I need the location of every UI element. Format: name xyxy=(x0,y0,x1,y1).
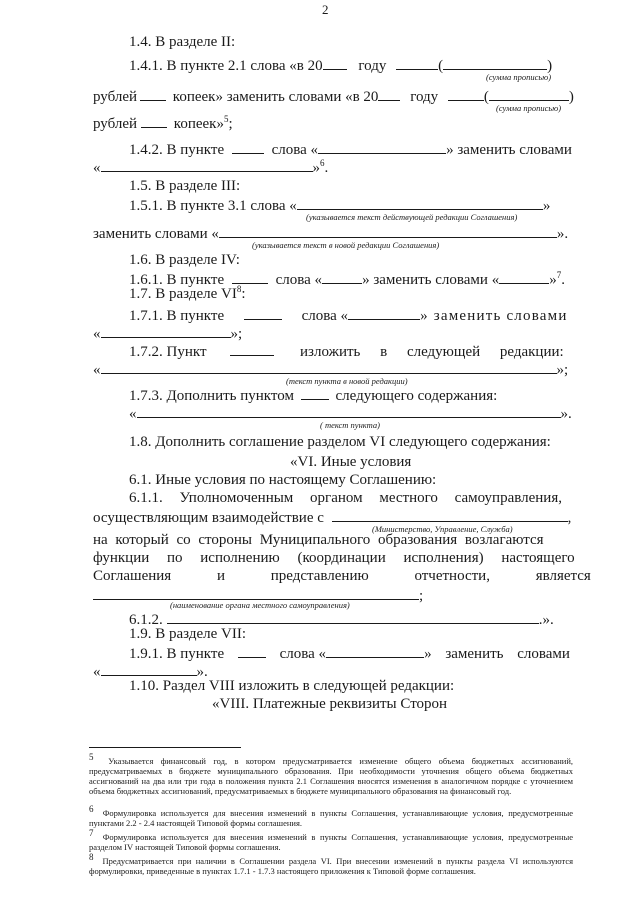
clause-1-4-1-line-3 xyxy=(93,114,233,133)
section-1-6-heading: 1.6. В разделе IV: xyxy=(129,252,240,268)
caption-clause-text: ( текст пункта) xyxy=(320,420,380,430)
text: »; xyxy=(556,362,569,378)
section-1-4-heading: 1.4. В разделе II: xyxy=(129,34,236,50)
text: » заменить словами « xyxy=(362,272,500,288)
text: « xyxy=(93,326,101,342)
text: » xyxy=(549,272,557,288)
text: ) xyxy=(568,89,574,105)
blank-field xyxy=(141,114,167,128)
footnote-number: 5 xyxy=(89,752,94,763)
blank-field xyxy=(140,87,166,101)
text: ». xyxy=(196,664,208,680)
text: ( xyxy=(438,58,444,74)
text: ( xyxy=(483,89,489,105)
caption-amount: (сумма прописью) xyxy=(496,103,562,113)
blank-field xyxy=(489,87,569,101)
text: . xyxy=(561,272,565,288)
text: слова « xyxy=(271,142,319,158)
footnote-8 xyxy=(89,852,574,876)
section-1-9-heading: 1.9. В разделе VII: xyxy=(129,626,246,642)
text: »; xyxy=(230,326,243,342)
blank-field xyxy=(323,56,347,70)
text: 1.5.1. В пункте 3.1 слова « xyxy=(129,198,297,214)
text: осуществляющим взаимодействие с xyxy=(93,510,324,526)
blank-field xyxy=(396,56,438,70)
blank-field xyxy=(499,270,549,284)
caption-current-text: (указывается текст действующей редакции Соглашения) xyxy=(306,212,518,222)
clause-1-4-2-line-2 xyxy=(93,158,328,177)
text: 1.9.1. В пункте xyxy=(129,646,225,662)
clause-6-1-1-line-4: функции по исполнению (координации исполнения) настоящего xyxy=(93,550,575,566)
blank-field xyxy=(93,586,419,600)
text: рублей xyxy=(93,116,138,132)
footnote-7 xyxy=(89,828,574,852)
clause-1-7-2-line xyxy=(129,342,564,361)
clause-6-1-1-line-5: Соглашения и представлению отчетности, является xyxy=(93,568,591,584)
blank-field xyxy=(378,87,400,101)
text: году xyxy=(358,58,387,74)
section-1-5-heading: 1.5. В разделе III: xyxy=(129,178,241,194)
caption-local-authority: (наименование органа местного самоуправления) xyxy=(170,600,350,610)
text: слова « xyxy=(279,646,327,662)
page-number: 2 xyxy=(322,2,329,17)
text: , xyxy=(567,510,572,526)
text: ; xyxy=(419,588,424,604)
footnote-ref: 6 xyxy=(320,158,325,168)
text: рублей xyxy=(93,89,138,105)
section-vi-title: «VI. Иные условия xyxy=(290,454,412,470)
text: ». xyxy=(556,226,569,242)
clause-6-1-1-line: 6.1.1. Уполномоченным органом местного самоуправления, xyxy=(129,490,562,506)
blank-field xyxy=(101,158,313,172)
blank-field xyxy=(101,360,557,374)
clause-1-7-1-line xyxy=(129,306,568,325)
blank-field xyxy=(137,404,561,418)
footnote-ref: 7 xyxy=(556,270,562,280)
footnote-separator xyxy=(89,747,241,748)
footnote-number: 7 xyxy=(89,828,94,839)
footnote-ref: 5 xyxy=(223,114,229,124)
text: 1.4.1. В пункте 2.1 слова «в 20 xyxy=(129,58,323,74)
clause-6-1: 6.1. Иные условия по настоящему Соглашению: xyxy=(129,472,437,488)
text: » заменить словами xyxy=(446,142,572,158)
blank-field xyxy=(232,270,268,284)
blank-field xyxy=(448,87,484,101)
blank-field xyxy=(332,508,568,522)
blank-field xyxy=(219,224,557,238)
clause-1-4-2-line xyxy=(129,140,572,159)
text: 1.7.1. В пункте xyxy=(129,308,225,324)
clause-1-8: 1.8. Дополнить соглашение разделом VI следующего содержания: xyxy=(129,434,551,450)
clause-1-7-3-line xyxy=(129,386,497,405)
text: слова « xyxy=(275,272,323,288)
footnote-text: Предусматривается при наличии в Соглашении раздела VI. При внесении изменений в пункты раздела VI используются формулировки, приведенные в пунктах 1.7.1 - 1.7.3 настоящего приложения к Типовой форме соглашения. xyxy=(89,856,574,876)
text: : xyxy=(241,286,246,302)
text: следующего содержания: xyxy=(335,388,498,404)
footnote-number: 6 xyxy=(89,804,94,815)
clause-1-9-1-line xyxy=(129,644,570,663)
footnote-text: Формулировка используется для внесения изменений в пункты Соглашения, устанавливающие условия, предусмотренные пунктами 2.2 - 2.4 настоящей Типовой формы соглашения. xyxy=(89,808,574,828)
text: 6.1.2. xyxy=(129,612,163,628)
text: « xyxy=(93,664,101,680)
blank-field xyxy=(322,270,362,284)
blank-field xyxy=(167,610,539,624)
text: году xyxy=(410,89,439,105)
text: » xyxy=(542,198,551,214)
text: ». xyxy=(560,406,572,422)
blank-field xyxy=(238,644,266,658)
text: ; xyxy=(228,116,233,132)
blank-field xyxy=(348,306,420,320)
text: « xyxy=(93,362,101,378)
text: копеек» xyxy=(173,116,224,132)
text: ) xyxy=(547,58,553,74)
text: 1.7.3. Дополнить пунктом xyxy=(129,388,294,404)
clause-1-7-1-line-2 xyxy=(93,324,242,343)
text: 1.7.2. Пункт xyxy=(129,344,207,360)
footnote-text: Формулировка используется для внесения изменений в пункты Соглашения, устанавливающие условия, предусмотренные разделом IV настоящей Типовой формы соглашения. xyxy=(89,832,574,852)
blank-field xyxy=(230,342,274,356)
blank-field xyxy=(326,644,424,658)
blank-field xyxy=(232,140,264,154)
text: » заменить словами xyxy=(424,646,570,662)
caption-amount: (сумма прописью) xyxy=(486,72,552,82)
blank-field xyxy=(101,662,197,676)
text: 1.6.1. В пункте xyxy=(129,272,225,288)
clause-1-10: 1.10. Раздел VIII изложить в следующей редакции: xyxy=(129,678,455,694)
section-viii-title: «VIII. Платежные реквизиты Сторон xyxy=(212,696,448,712)
text: « xyxy=(129,406,137,422)
footnote-5 xyxy=(89,752,574,796)
footnote-number: 8 xyxy=(89,852,94,863)
footnote-ref: 8 xyxy=(236,284,242,294)
text: 1.7. В разделе VI xyxy=(129,286,237,302)
text: 1.4.2. В пункте xyxy=(129,142,225,158)
text: « xyxy=(93,160,101,176)
caption-new-text: (указывается текст в новой редакции Соглашения) xyxy=(252,240,440,250)
text: . xyxy=(324,160,329,176)
text: копеек» заменить словами «в 20 xyxy=(172,89,379,105)
text: .». xyxy=(538,612,554,628)
section-1-7-heading xyxy=(129,286,246,303)
text: слова « xyxy=(301,308,349,324)
blank-field xyxy=(101,324,231,338)
caption-ministry: (Министерство, Управление, Служба) xyxy=(372,524,513,534)
clause-6-1-1-line-3: на который со стороны Муниципального образования возлагаются xyxy=(93,532,544,548)
blank-field xyxy=(297,196,543,210)
footnote-6 xyxy=(89,804,574,828)
caption-new-clause: (текст пункта в новой редакции) xyxy=(286,376,408,386)
text: » заменить словами xyxy=(420,308,568,324)
blank-field xyxy=(318,140,446,154)
blank-field xyxy=(301,386,329,400)
blank-field xyxy=(244,306,282,320)
text: заменить словами « xyxy=(93,226,219,242)
text: изложить в следующей редакции: xyxy=(300,344,564,360)
blank-field xyxy=(443,56,547,70)
footnote-text: Указывается финансовый год, в котором предусматривается изменение общего объема бюджетных ассигнований, предусматриваемых в бюджете муниципального образования. При необходимости уточнения общего объема бюджетных ассигнований на два или три года в положения пункта 2.1 Соглашения вносятся изменения в аналогичном порядке с уточнением объема бюджетных ассигнований, предусматриваемых в бюджете муниципального образования на финансовый год. xyxy=(89,756,574,796)
text: » xyxy=(312,160,320,176)
